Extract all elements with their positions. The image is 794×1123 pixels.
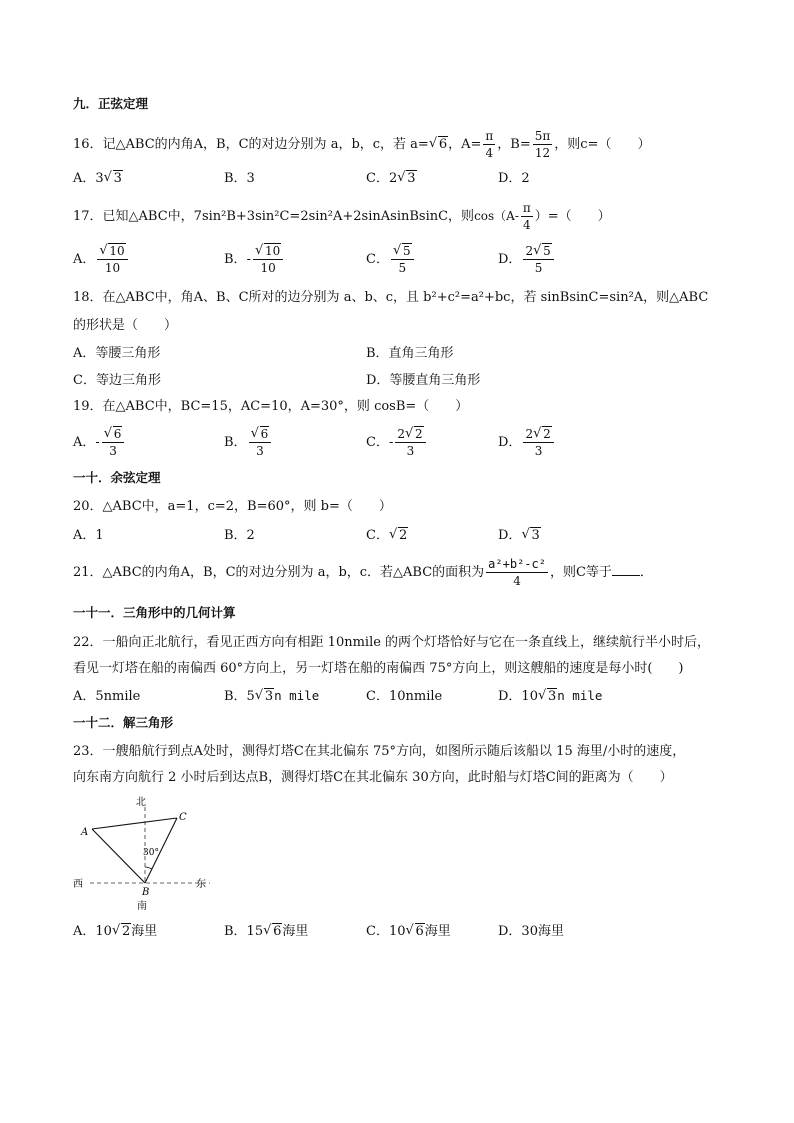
option-a: A． √ $\frac{10}{10}$	[73, 245, 130, 274]
option-d: D． $\frac{2√ 5}{5}$	[498, 245, 556, 274]
option-c: C． √ $\frac{5}{5}$	[366, 245, 416, 274]
q21-text: ，则C等于	[549, 565, 612, 580]
q16-text: ，B=	[497, 137, 531, 152]
question-21	[73, 558, 653, 587]
option-d: D．2	[498, 171, 530, 186]
option-c: C．10√ 6海里	[366, 925, 451, 938]
option-a: A．5nmile	[73, 689, 141, 704]
option-d: D．30海里	[498, 924, 564, 939]
option-d: D． $\frac{2√ 2}{3}$	[498, 428, 556, 457]
south-label: 南	[137, 901, 147, 912]
option-a: A．10√ 2海里	[73, 925, 157, 938]
question-17	[73, 202, 611, 231]
north-label: 北	[136, 797, 146, 808]
option-c: C．等边三角形	[73, 373, 161, 388]
sqrt: √ 6	[429, 138, 448, 151]
option-d: D．10√ 3n mile	[498, 690, 602, 703]
q21-text: 21．△ABC的内角A，B，C的对边分别为 a，b，c．若△ABC的面积为	[73, 565, 485, 580]
navigation-figure	[70, 794, 220, 914]
fraction: $\frac{5\pi}{12}$	[534, 129, 551, 160]
q16-text: 16．记△ABC的内角A，B，C的对边分别为 a，b，c，若 a=	[73, 137, 429, 152]
question-18: 18．在△ABC中，角A、B、C所对的边分别为 a、b、c，且 b²+c²=a²+bc，若 sinBsinC=sin²A，则△ABC	[73, 290, 709, 305]
option-b: B．2	[224, 528, 255, 543]
west-label: 西	[73, 879, 83, 890]
option-b: B．3	[224, 171, 255, 186]
fraction: $\frac{\pi}{4}$	[522, 201, 531, 232]
east-label: 东	[196, 879, 206, 890]
option-a: A．1	[73, 528, 104, 543]
answer-blank[interactable]	[612, 575, 640, 576]
option-c: C．10nmile	[366, 689, 443, 704]
option-c: C．√ 2	[366, 529, 408, 542]
option-a: A．- √ $\frac{6}{3}$	[73, 428, 126, 457]
q17-text: ）=（ ）	[534, 209, 611, 224]
option-b: B．直角三角形	[366, 346, 454, 361]
fraction: $\frac{\text{a²+b²-c²}}{4}$	[488, 557, 546, 588]
point-b-label: B	[142, 887, 150, 898]
question-22: 22．一船向正北航行，看见正西方向有相距 10nmile 的两个灯塔恰好与它在一条直线上，继续航行半小时后，	[73, 635, 711, 650]
q17-text: cos（A-	[474, 209, 519, 223]
question-22-line2: 看见一灯塔在船的南偏西 60°方向上，另一灯塔在船的南偏西 75°方向上，则这艘船的速度是每小时( )	[73, 661, 684, 676]
option-b: B．5√ 3n mile	[224, 690, 319, 703]
option-a: A．等腰三角形	[73, 346, 161, 361]
point-c-label: C	[179, 812, 187, 823]
question-16	[73, 130, 650, 159]
option-a: A．3√ 3	[73, 172, 123, 185]
section-title: 一十二．解三角形	[73, 715, 174, 730]
section-title: 九．正弦定理	[73, 96, 149, 111]
option-d: D．等腰直角三角形	[366, 373, 481, 388]
fraction: $\frac{\pi}{4}$	[485, 129, 494, 160]
option-d: D．√ 3	[498, 529, 541, 542]
section-title: 一十一．三角形中的几何计算	[73, 605, 236, 620]
option-b: B． √ $\frac{6}{3}$	[224, 428, 273, 457]
section-title: 一十．余弦定理	[73, 470, 161, 485]
angle-label: 30°	[143, 848, 159, 858]
question-23-line2: 向东南方向航行 2 小时后到达点B，测得灯塔C在其北偏东 30方向，此时船与灯塔C间的距离为（ ）	[73, 770, 673, 785]
q16-text: ，则c=（ ）	[554, 137, 651, 152]
q16-text: ，A=	[448, 137, 482, 152]
question-20: 20．△ABC中，a=1，c=2，B=60°，则 b=（ ）	[73, 499, 392, 514]
point-a-label: A	[81, 827, 89, 838]
option-b: B．- √ $\frac{10}{10}$	[224, 245, 285, 274]
question-18-line2: 的形状是（ ）	[73, 318, 178, 333]
option-b: B．15√ 6海里	[224, 925, 308, 938]
option-c: C．2√ 3	[366, 172, 417, 185]
option-c: C．- $\frac{2√ 2}{3}$	[366, 428, 428, 457]
question-19: 19．在△ABC中，BC=15，AC=10，A=30°，则 cosB=（ ）	[73, 399, 469, 414]
q21-text: ．	[639, 565, 653, 580]
q17-text: 17．已知△ABC中，7sin²B+3sin²C=2sin²A+2sinAsinBsinC，则	[73, 209, 475, 224]
question-23: 23．一艘船航行到点A处时，测得灯塔C在其北偏东 75°方向，如图所示随后该船以 15 海里/小时的速度，	[73, 744, 686, 759]
